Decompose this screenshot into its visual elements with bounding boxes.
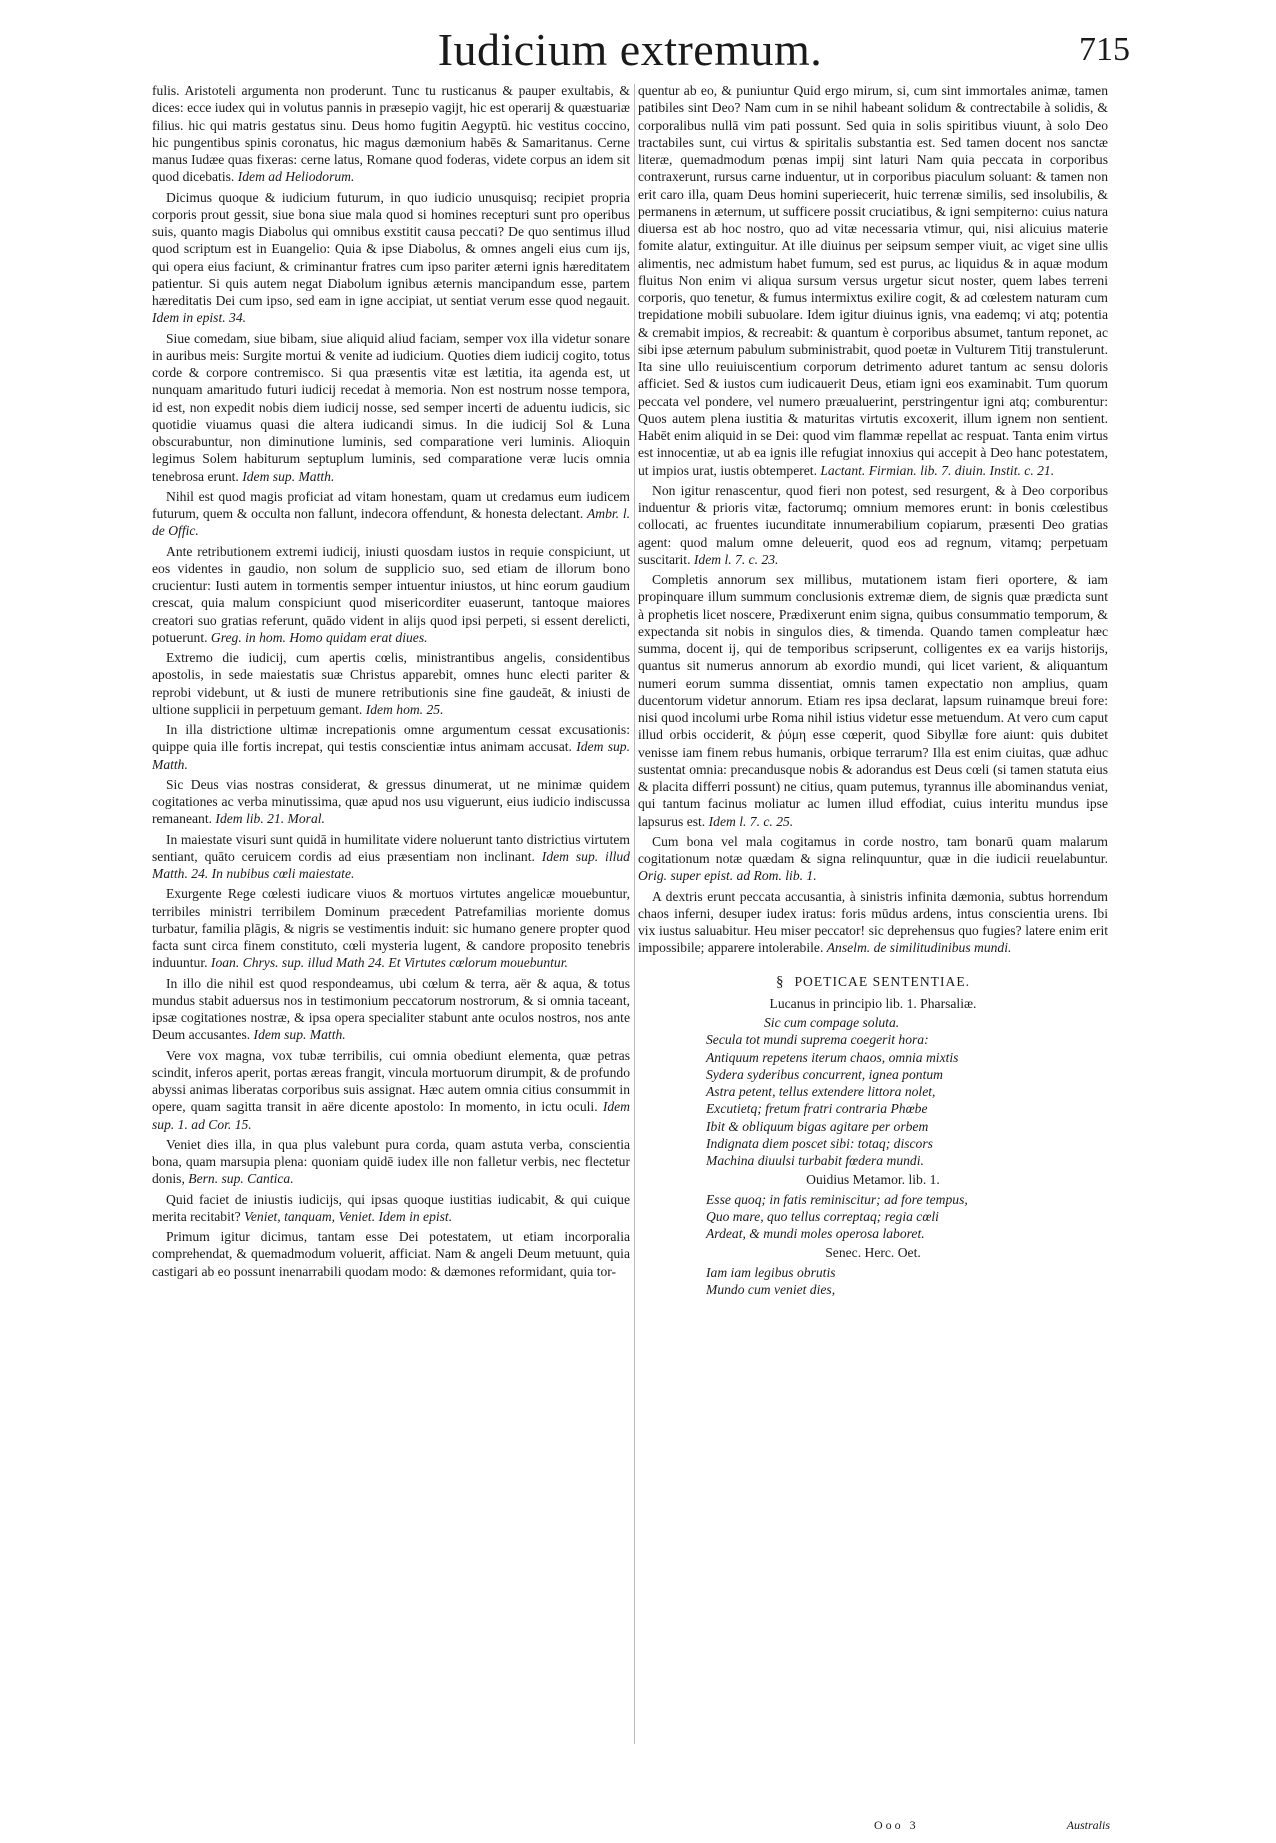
paragraph	[152, 330, 630, 485]
poem-line: Excutietq; fretum fratri contraria Phœbe	[706, 1101, 928, 1117]
paragraph	[152, 1047, 630, 1133]
paragraph	[638, 482, 1108, 568]
paragraph-text: fulis. Aristoteli argumenta non proderunt. Tunc tu rusticanus & pauper exultabis, & dices: ecce iudex qui in volutus pannis in præsepio vagijt, hic est operarij & quæstuariæ filius. hic qui matris gestatus sinu. Deus homo fugitin Aegyptū. hic vestitus coccino, hic pungentibus spinis coronatus, hic magus dæmonium habēs & Samaritanus. Cerne manus Iudæe quas fixeras: cerne latus, Romane quod foderas, videte corpus an idem sit quod dicebatis.	[152, 83, 630, 185]
paragraph-text: In illa districtione ultimæ increpationis omne argumentum cessat excusationis: quippe quia ille fortis increpat, qui testis conscientiæ intus animam accusat.	[152, 722, 630, 755]
source-citation: Idem sup. illud Matth. 24. In nubibus cœli maiestate.	[152, 848, 630, 881]
paragraph-text: Ante retributionem extremi iudicij, iniusti quosdam iustos in requie conspiciunt, ut eos videntes in gaudio, non solum de supplicio suo, sed etiam de illorum bono crucientur: Iusti autem in tormentis semper intuentur iniustos, ut hinc eorum gaudium crescat, quia malum conspiciunt quod misericorditer euaserunt, tantoque maiores creatori suo gratias referunt, quādo vident in alijs quod ipsi perpeti, si essent derelicti, potuerunt.	[152, 543, 630, 645]
source-citation: Veniet, tanquam, Veniet. Idem in epist.	[244, 1208, 453, 1224]
paragraph-text: Primum igitur dicimus, tantam esse Dei potestatem, ut etiam incorporalia comprehendat, & quemadmodum voluerit, afficiat. Nam & angeli Deum metuunt, quia castigari ab eo possunt inenarrabili quodam modo: & dæmones reformidant, quia tor-	[152, 1229, 630, 1279]
paragraph	[152, 82, 630, 186]
source-citation: Idem ad Heliodorum.	[237, 169, 355, 185]
paragraph	[152, 831, 630, 883]
paragraph-text: In maiestate visuri sunt quidā in humilitate videre noluerunt tanto districtius virtutem sentiant, quāto ceruicem cordis ad eius præsentiam non inclinant.	[152, 831, 630, 864]
source-citation: Idem sup. Matth.	[242, 468, 335, 484]
source-citation: Ioan. Chrys. sup. illud Math 24. Et Virtutes cœlorum mouebuntur.	[210, 955, 568, 971]
poem-source: Lucanus in principio lib. 1. Pharsaliæ.	[769, 995, 977, 1011]
paragraph	[638, 888, 1108, 957]
source-citation: Idem l. 7. c. 25.	[708, 813, 794, 829]
column-divider	[634, 84, 635, 1744]
poem-line: Sydera syderibus concurrent, ignea pontum	[706, 1066, 943, 1082]
source-citation: Idem sup. Matth.	[253, 1027, 346, 1043]
paragraph	[152, 721, 630, 773]
right-column	[638, 82, 1108, 1802]
signature-mark: Ooo 3	[874, 1818, 919, 1832]
poem-line: Machina diuulsi turbabit fœdera mundi.	[706, 1153, 924, 1168]
poem-line: Astra petent, tellus extendere littora nolet,	[706, 1084, 936, 1099]
paragraph	[638, 833, 1108, 885]
paragraph-text: Non igitur renascentur, quod fieri non potest, sed resurgent, & à Deo corporibus induentur & prioris vitæ, factorumq; omnium memores erunt: in bonis cœlestibus collocati, ac fruentes iucunditate innumerabilium copiarum, præsenti Deo gratias agent: quod malum omne deleuerit, quod eos ad regnum, vitamq; perpetuam suscitarit.	[638, 482, 1108, 567]
left-column	[152, 82, 630, 1802]
source-citation: Ambr. l. de Offic.	[152, 506, 630, 539]
paragraph-text: Extremo die iudicij, cum apertis cœlis, ministrantibus angelis, considentibus apostolis, in sede maiestatis suæ Christus apparebit, omnes hunc electi pariter & reprobi videbunt, ut & iusti de munere retributionis sine fine gaudeāt, & iniusti de ultione supplicii in perpetuum gemant.	[152, 650, 630, 717]
source-citation: Idem hom. 25.	[365, 701, 444, 717]
poem-line: Ibit & obliquum bigas agitare per orbem	[706, 1118, 929, 1134]
paragraph	[152, 189, 630, 327]
source-citation: Idem l. 7. c. 23.	[693, 551, 779, 567]
poem-source: Ouidius Metamor. lib. 1.	[806, 1172, 940, 1188]
section-title: POETICAE SENTENTIAE.	[794, 973, 971, 989]
right-column-prose	[638, 82, 1108, 957]
paragraph	[152, 488, 630, 540]
source-citation: Idem in epist. 34.	[152, 310, 247, 326]
poem-source: Senec. Herc. Oet.	[825, 1245, 921, 1261]
source-citation: Greg. in hom. Homo quidam erat diues.	[210, 629, 428, 645]
source-citation: Anselm. de similitudinibus mundi.	[826, 940, 1012, 956]
catchword: Australis	[1066, 1818, 1110, 1832]
paragraph-text: Veniet dies illa, in qua plus valebunt pura corda, quam astuta verba, conscientia bona, quam marsupia plena: quoniam quidē iudex ille non falletur verbis, nec flectetur donis,	[152, 1136, 630, 1187]
poem-line: Iam iam legibus obrutis	[706, 1264, 836, 1280]
poetic-section-heading	[638, 973, 1108, 991]
page-header	[150, 22, 1130, 82]
poem-line: Sic cum compage soluta.	[764, 1015, 900, 1030]
paragraph-text: quentur ab eo, & puniuntur Quid ergo mirum, si, cum sint immortales animæ, tamen patibiles sint Deo? Nam cum in se nihil habeant solidum & contrectabile à solidis, & corporalibus nullā vim pati possunt. Sed quia in solis spiritibus viuunt, à solo Deo tractabiles sunt, cui virtus & spiritalis substantia est. Sed tamen docent nos sanctæ literæ, quemadmodum pœnas impij sint laturi Nam quia peccata in corporibus contraxerunt, rursus carne induentur, ut in corporibus piaculum soluant: & tamen non erit caro illa, quam Deus homini superiecerit, huic terrenæ similis, sed insolubilis, & permanens in æternum, ut sufficere possit cruciatibus, & igni sempiterno: cuius natura diuersa est ab hoc nostro, quo ad vitæ necessaria vtimur, qui, nisi alicuius materie fomite alatur, extinguitur. At ille diuinus per seipsum semper viuit, ac viget sine ullis alimentis, nec admistum habet fumum, sed est purus, ac liquidus & in aquæ modum fluitus Non enim vi aliqua sursum versus urgetur sicut noster, quem labes terreni corporis, quo tenetur, & fumus intermixtus exilire cogit, & ad cœlestem naturam cum trepidatione mobili subuolare. Idem igitur diuinus ignis, vna eademq; vi atq; potentia & cremabit impios, & recreabit: & quantum è corporibus absumet, tantum reponet, ac sibi ipse æternum pabulum subministrabit, quod poetæ in Vulturem Titij transtulerunt. Ita sine ullo reuiuiscentium corporum detrimento aduret tantum ac sensu doloris afficiet. Sed & iustos cum iudicauerit Deus, etiam igni eos examinabit. Tum quorum peccata vel pondere, vel numero præualuerint, perstringentur igni atq; comburentur: Quos autem plena iustitia & maturitas virtutis excoxerit, illum ignem non sentient. Habēt enim aliquid in se Dei: quod vim flammæ repellat ac respuat. Tanta enim virtus est innocentiæ, ut ab ea ignis ille refugiat innoxius qui accepit à Deo hanc potestatem, ut impios urat, iustis obtemperet.	[638, 83, 1108, 478]
paragraph-text: Nihil est quod magis proficiat ad vitam honestam, quam ut credamus eum iudicem futurum, quem & occulta non fallunt, indecora offendunt, & honesta delectant.	[152, 488, 630, 521]
paragraph	[152, 975, 630, 1044]
poem-line: Indignata diem poscet sibi: totaq; discors	[706, 1135, 933, 1151]
paragraph-text: A dextris erunt peccata accusantia, à sinistris infinita dæmonia, subtus horrendum chaos inferni, desuper iudex iratus: foris mūdus ardens, intus conscientia urens. Ibi vix iustus saluabitur. Heu miser peccator! sic deprehensus quo fugies? latere enim erit impossibile; apparere intolerabile.	[638, 888, 1108, 956]
paragraph	[152, 1228, 630, 1280]
poem-line: Ardeat, & mundi moles operosa laboret.	[706, 1226, 925, 1241]
paragraph	[152, 1191, 630, 1226]
source-citation: Idem lib. 21. Moral.	[215, 811, 325, 827]
source-citation: Idem sup. 1. ad Cor. 15.	[152, 1099, 630, 1132]
poem-line: Esse quoq; in fatis reminiscitur; ad fore tempus,	[706, 1191, 968, 1207]
source-citation: Idem sup. Matth.	[152, 739, 630, 772]
paragraph-text: In illo die nihil est quod respondeamus, ubi cœlum & terra, aër & aqua, & totus mundus stabit aduersus nos in testimonium peccatorum nostrorum, & si omnia taceant, ipsæ cogitationes nostræ, & ipsa opera specialiter stabunt ante oculos nostros, nos ante Deum accusantes.	[152, 975, 630, 1043]
paragraph	[152, 776, 630, 828]
poem-line: Mundo cum veniet dies,	[706, 1281, 836, 1297]
section-mark: §	[775, 973, 785, 990]
paragraph	[638, 82, 1108, 479]
paragraph	[638, 571, 1108, 830]
paragraph	[152, 649, 630, 718]
paragraph	[152, 543, 630, 647]
source-citation: Bern. sup. Cantica.	[188, 1171, 294, 1187]
source-citation: Orig. super epist. ad Rom. lib. 1.	[638, 868, 817, 884]
paragraph-text: Quid faciet de iniustis iudicijs, qui ipsas quoque iustitias iudicabit, & qui cuique merita recitabit?	[152, 1191, 630, 1224]
poem-line: Quo mare, quo tellus correptaq; regia cœli	[706, 1208, 939, 1224]
paragraph-text: Exurgente Rege cœlesti iudicare viuos & mortuos virtutes angelicæ mouebuntur, terribiles ministri terribilem Dominum præcedent Patrefamilias moriente domus turbatur, familia plāgis, & nigris se vestimentis induit: sic humano genere propter quod facta sunt circa finem constituto, cœli mysteria lugent, & candore proposito tenebris induuntur.	[152, 886, 630, 971]
running-title: Iudicium extremum.	[437, 24, 823, 75]
page-number: 715	[1079, 31, 1130, 68]
page-footer	[638, 1818, 1110, 1838]
paragraph-text: Vere vox magna, vox tubæ terribilis, cui omnia obediunt elementa, quæ petras scindit, inferos aperit, portas æreas frangit, vincula mortuorum dirumpit, & de profundo abyssi animas liberatas corporibus suis assignat. Hæc autem omnia citius consummit in opere, quam sagitta transit in aëre dicente apostolo: In momento, in ictu oculi.	[152, 1047, 630, 1115]
paragraph-text: Sic Deus vias nostras considerat, & gressus dinumerat, ut ne minimæ quidem cogitationes ac verba minutissima, quæ apud nos usu viguerunt, eius iudicio indiscussa remaneant.	[152, 776, 630, 827]
poem-line: Antiquum repetens iterum chaos, omnia mixtis	[706, 1049, 959, 1065]
paragraph	[152, 885, 630, 971]
poem-block	[638, 995, 1108, 1298]
paragraph-text: Completis annorum sex millibus, mutationem istam fieri oportere, & iam propinquare illum summum conclusionis extremæ diem, de signis quæ prædicta sunt à prophetis licet noscere, Prædixerunt enim signa, quibus consummatio temporum, & expectanda sit nobis in singulos dies, & timenda. Quando tamen compleatur hæc summa, docent ij, qui de temporibus scripserunt, colligentes ex ea varijs historijs, quantus sit numerus annorum ab exordio mundi, qui licet varient, & aliquantum numeri eorum summa dissentiat, omnis tamen expectatio non amplius, quam ducentorum videtur annorum. Etiam res ipsa declarat, lapsum ruinamque breui fore: nisi quod incolumi urbe Roma nihil istius videtur esse metuendum. At vero cum caput illud orbis occiderit, & ῥύμη esse cœperit, quod Sibyllæ fore aiunt: quis dubitet venisse iam finem rebus humanis, orbique terrarum? Illa est enim ciuitas, quæ adhuc sustentat omnia: precandusque nobis & adorandus est Deus cœli (si tamen statuta eius & placita differri possunt) ne citius, quam putemus, tyrannus ille abominandus veniat, qui tantum facinus moliatur ac lumen illud effodiat, cuius interitu mundus ipse lapsurus est.	[638, 572, 1108, 829]
paragraph-text: Siue comedam, siue bibam, siue aliquid aliud faciam, semper vox illa videtur sonare in auribus meis: Surgite mortui & venite ad iudicium. Quoties diem iudicij cogito, totus corde & corpore contremisco. Si qua præsentis vitæ est lætitia, ita agenda est, ut nunquam amaritudo futuri iudicij recedat à memoria. Non est nostrum nosse tempora, id est, non expedit nobis diem iudicij nosse, sed semper incerti de aduentu iudicis, sic quotidie viuamus quasi die altera iudicandi simus. In die iudicij Sol & Luna obscurabuntur, non diminutione luminis, sed comparatione veri luminis. Alioquin legimus Solem habiturum septuplum luminis, sed comparatione veræ lucis omnia tenebrosa erunt.	[152, 330, 630, 484]
source-citation: Lactant. Firmian. lib. 7. diuin. Instit. c. 21.	[820, 462, 1055, 478]
paragraph	[152, 1136, 630, 1188]
poem-line: Secula tot mundi suprema coegerit hora:	[706, 1032, 929, 1048]
paragraph-text: Dicimus quoque & iudicium futurum, in quo iudicio unusquisq; recipiet propria corporis prout gessit, siue bona siue mala quod si homines recepturi sunt pro operibus suis, quanto magis Diabolus qui omnibus exstitit causa peccati? De quo sentimus illud quod scriptum est in Euangelio: Quia & ipse Diabolus, & omnes angeli eius cum ijs, qui opera eius faciunt, & criminantur fratres cum ipso pariter æterni ignis hæreditatem patientur. Si quis autem negat Diabolum ignibus æternis mancipandum esse, partem hæreditatis Dei cum ipso, sed eam in igne accipiat, ut sentiat verum esse quod negauit.	[152, 189, 630, 308]
paragraph-text: Cum bona vel mala cogitamus in corde nostro, tam bonarū quam malarum cogitationum notæ quædam & signa relinquuntur, quæ in die iudicii reuelabuntur.	[638, 833, 1108, 866]
